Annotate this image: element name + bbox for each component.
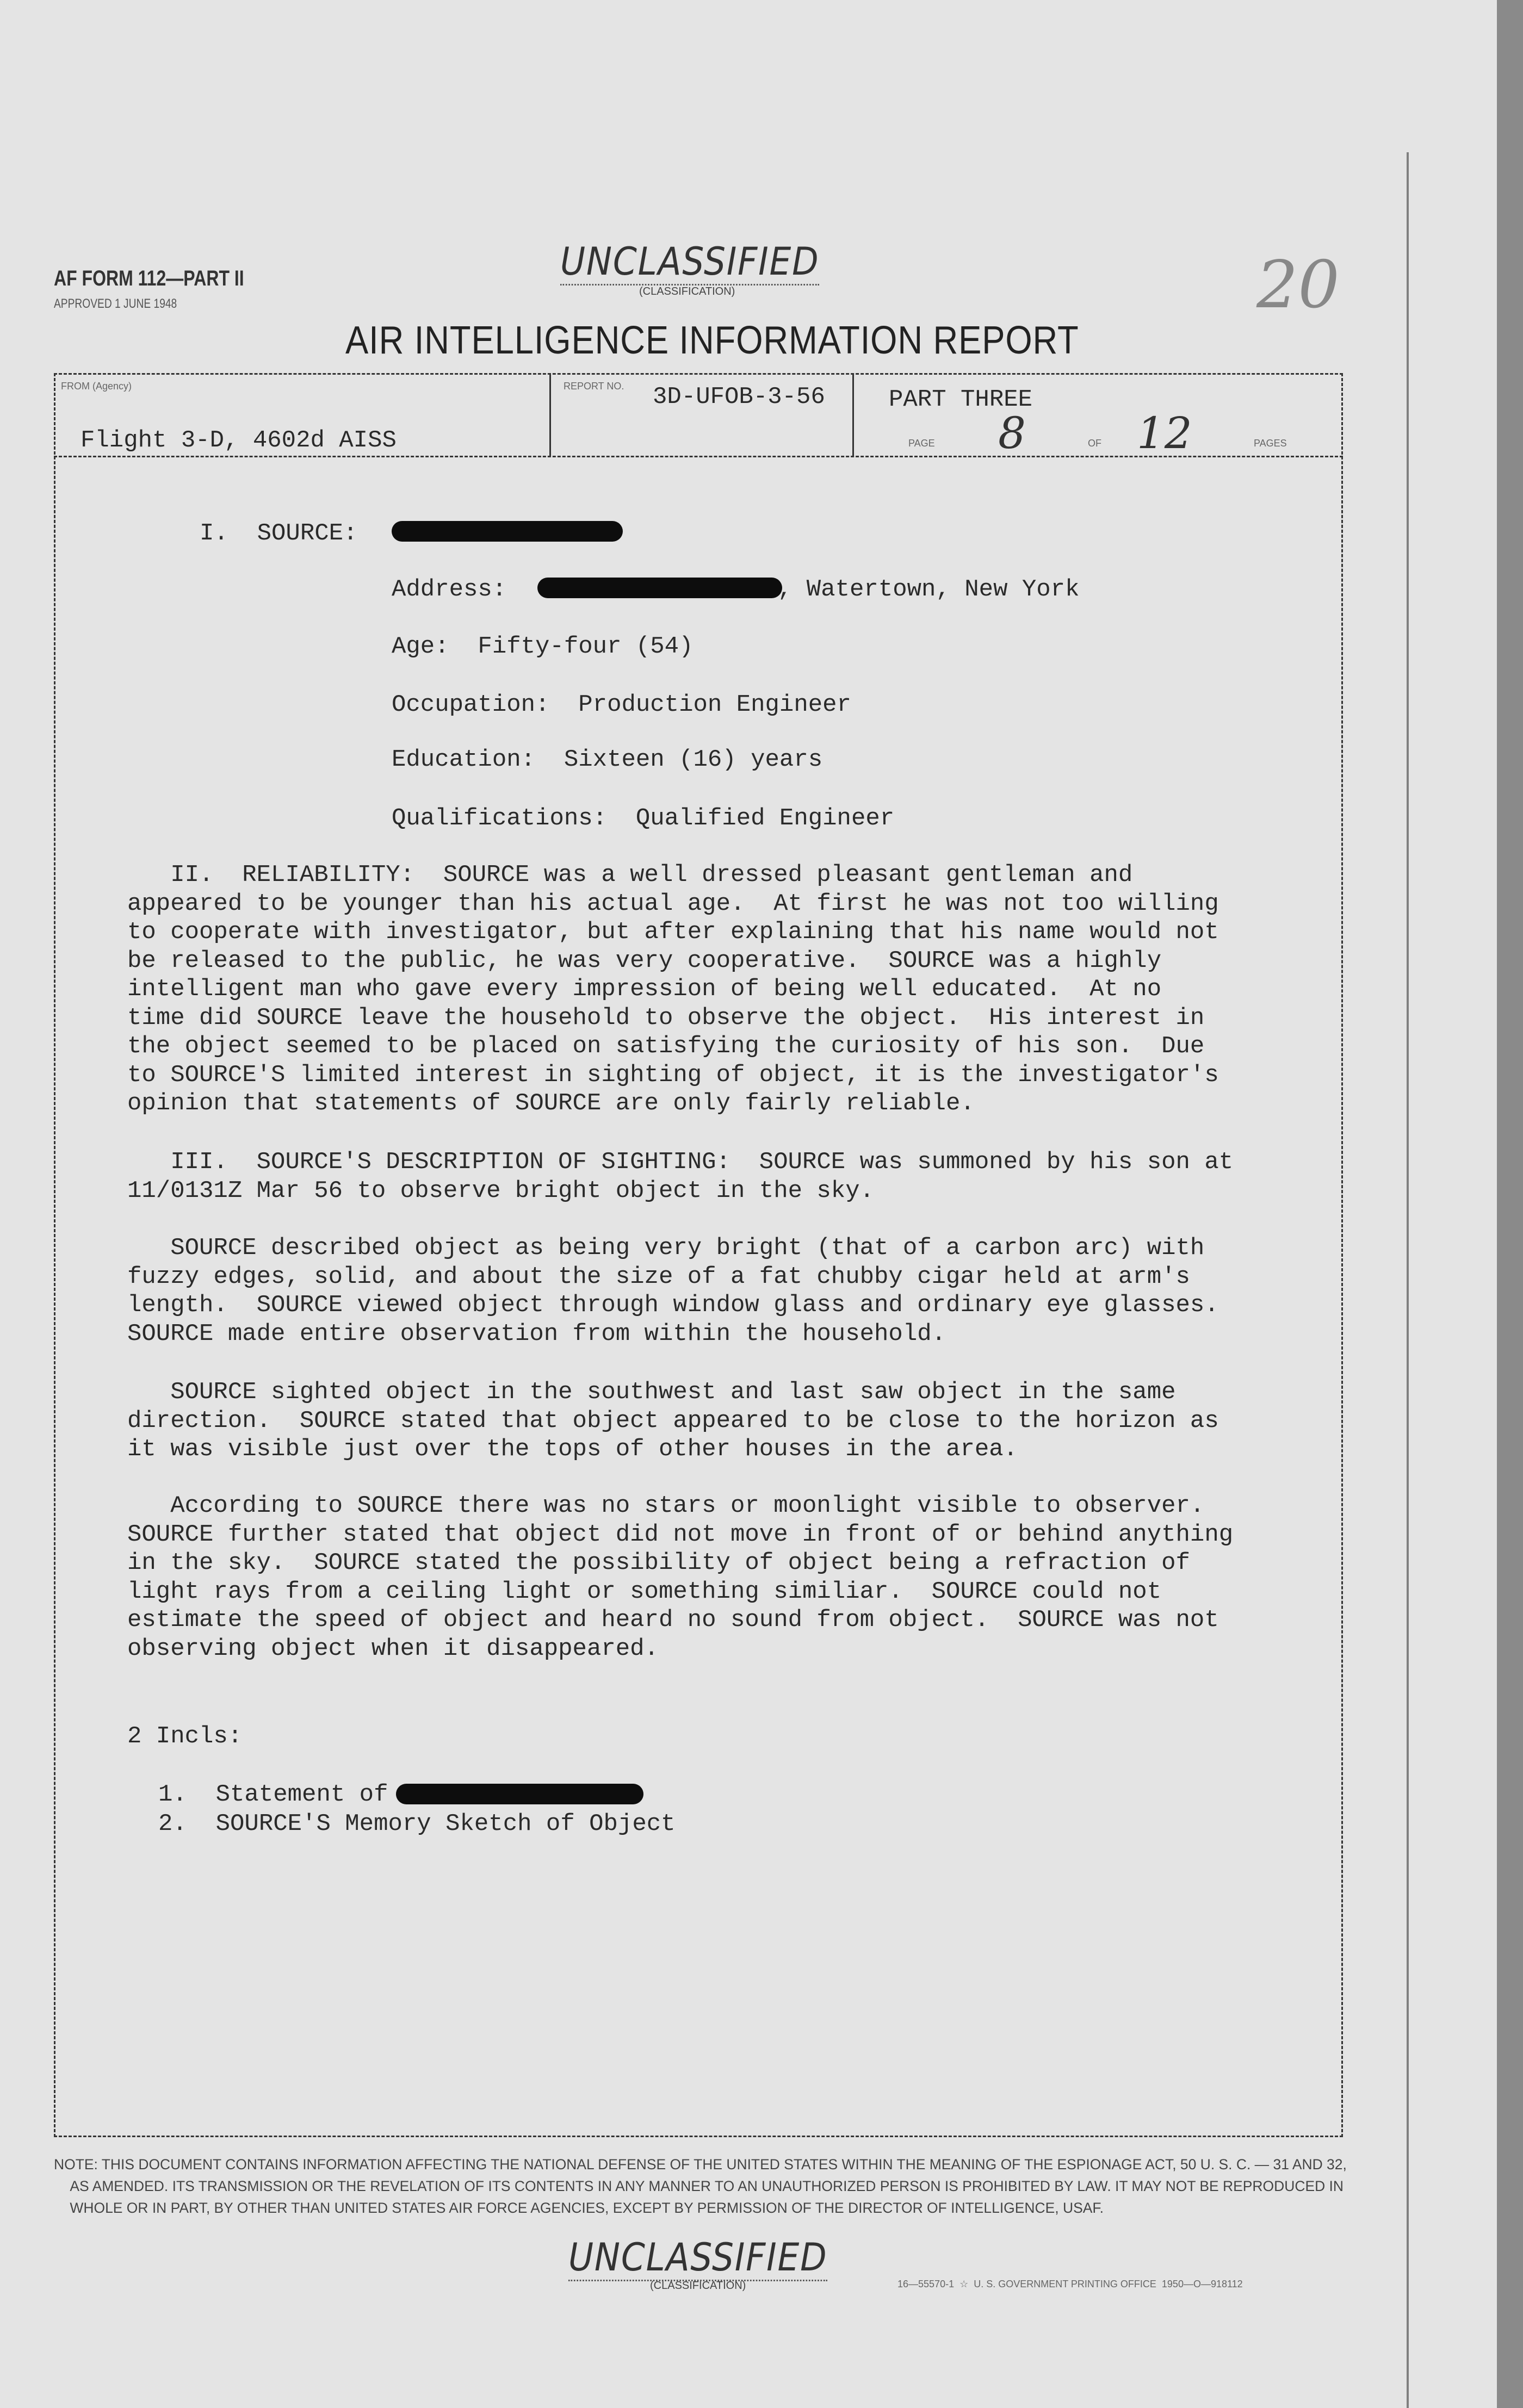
source-age: Age: Fifty-four (54): [392, 633, 694, 660]
redaction: [396, 1784, 643, 1804]
page-label: PAGE: [908, 438, 935, 449]
paragraph-line: SOURCE made entire observation from within the household.: [127, 1320, 946, 1348]
paragraph-line: to cooperate with investigator, but after explaining that his name would not: [127, 918, 1219, 946]
paragraph-line: to SOURCE'S limited interest in sighting of object, it is the investigator's: [127, 1061, 1219, 1089]
paragraph-line: According to SOURCE there was no stars or moonlight visible to observer.: [127, 1492, 1205, 1519]
paragraph-line: observing object when it disappeared.: [127, 1635, 659, 1662]
pages-label: PAGES: [1254, 438, 1287, 449]
scan-edge: [1497, 0, 1523, 2408]
paragraph-line: time did SOURCE leave the household to observe the object. His interest in: [127, 1004, 1205, 1032]
classification-label-bottom: (CLASSIFICATION): [650, 2280, 746, 2292]
paragraph-line: opinion that statements of SOURCE are only fairly reliable.: [127, 1090, 975, 1117]
address-value: , Watertown, New York: [778, 576, 1080, 603]
header-column-divider: [852, 373, 854, 457]
address-label: Address:: [392, 576, 507, 603]
paragraph-line: in the sky. SOURCE stated the possibility of object being a refraction of: [127, 1549, 1190, 1577]
paragraph-line: II. RELIABILITY: SOURCE was a well dressed pleasant gentleman and: [127, 861, 1133, 889]
inclosure-item: 1. Statement of: [158, 1781, 388, 1808]
paragraph-line: III. SOURCE'S DESCRIPTION OF SIGHTING: SOURCE was summoned by his son at: [127, 1149, 1234, 1176]
page-edge-line: [1407, 152, 1409, 2408]
paragraph-line: direction. SOURCE stated that object appeared to be close to the horizon as: [127, 1407, 1219, 1435]
part-label: PART THREE: [889, 386, 1033, 413]
from-label: FROM (Agency): [61, 381, 132, 392]
paragraph-line: light rays from a ceiling light or something similiar. SOURCE could not: [127, 1578, 1162, 1605]
inclosure-item: 2. SOURCE'S Memory Sketch of Object: [158, 1810, 676, 1838]
security-notice: NOTE: THIS DOCUMENT CONTAINS INFORMATION AFFECTING THE NATIONAL DEFENSE OF THE UNITED STATES WITHIN THE MEANING OF THE ESPIONAGE ACT, 50 U. S. C. — 31 AND 32, AS AMENDED. ITS TRANSMISSION OR THE REVELATION OF ITS CONTENTS IN ANY MANNER TO AN UNAUTHORIZED PERSON IS PROHIBITED BY LAW. IT MAY NOT BE REPRODUCED IN WHOLE OR IN PART, BY OTHER THAN UNITED STATES AIR FORCE AGENCIES, EXCEPT BY PERMISSION OF THE DIRECTOR OF INTELLIGENCE, USAF.: [54, 2156, 1347, 2216]
handwritten-number: 20: [1256, 247, 1340, 323]
paragraph-line: 11/0131Z Mar 56 to observe bright object in the sky.: [127, 1177, 875, 1205]
paragraph-line: appeared to be younger than his actual age. At first he was not too willing: [127, 890, 1219, 917]
redaction: [392, 521, 623, 542]
source-qualifications: Qualifications: Qualified Engineer: [392, 805, 895, 832]
form-id: AF FORM 112—PART II: [54, 266, 244, 290]
classification-stamp-top: UNCLASSIFIED: [560, 239, 819, 286]
paragraph-line: SOURCE described object as being very bright (that of a carbon arc) with: [127, 1234, 1205, 1262]
source-occupation: Occupation: Production Engineer: [392, 691, 851, 718]
source-education: Education: Sixteen (16) years: [392, 746, 823, 773]
classification-stamp-bottom: UNCLASSIFIED: [568, 2235, 827, 2281]
redaction: [537, 578, 782, 598]
paragraph-line: fuzzy edges, solid, and about the size of a fat chubby cigar held at arm's: [127, 1263, 1190, 1290]
paragraph-line: it was visible just over the tops of other houses in the area.: [127, 1436, 1018, 1463]
paragraph-line: SOURCE further stated that object did not move in front of or behind anything: [127, 1520, 1234, 1548]
total-pages: 12: [1137, 408, 1192, 458]
paragraph-line: be released to the public, he was very cooperative. SOURCE was a highly: [127, 947, 1162, 975]
report-no-label: REPORT NO.: [564, 381, 624, 392]
classification-label-top: (CLASSIFICATION): [639, 286, 735, 297]
inclosures-heading: 2 Incls:: [127, 1723, 243, 1750]
paragraph-line: length. SOURCE viewed object through window glass and ordinary eye glasses.: [127, 1292, 1219, 1319]
paragraph-line: the object seemed to be placed on satisfying the curiosity of his son. Due: [127, 1033, 1205, 1060]
source-heading: I. SOURCE:: [200, 520, 358, 547]
form-approved-date: APPROVED 1 JUNE 1948: [54, 296, 177, 311]
report-no-value: 3D-UFOB-3-56: [653, 383, 825, 411]
paragraph-line: estimate the speed of object and heard no sound from object. SOURCE was not: [127, 1606, 1219, 1634]
page-number: 8: [998, 408, 1026, 458]
header-column-divider: [549, 373, 551, 457]
of-label: OF: [1088, 438, 1101, 449]
paragraph-line: SOURCE sighted object in the southwest and last saw object in the same: [127, 1379, 1176, 1406]
report-title: AIR INTELLIGENCE INFORMATION REPORT: [345, 319, 1079, 362]
from-value: Flight 3-D, 4602d AISS: [81, 427, 397, 454]
paragraph-line: intelligent man who gave every impression of being well educated. At no: [127, 976, 1162, 1003]
printer-line: 16—55570-1 ☆ U. S. GOVERNMENT PRINTING OFFICE 1950—O—918112: [897, 2279, 1243, 2289]
